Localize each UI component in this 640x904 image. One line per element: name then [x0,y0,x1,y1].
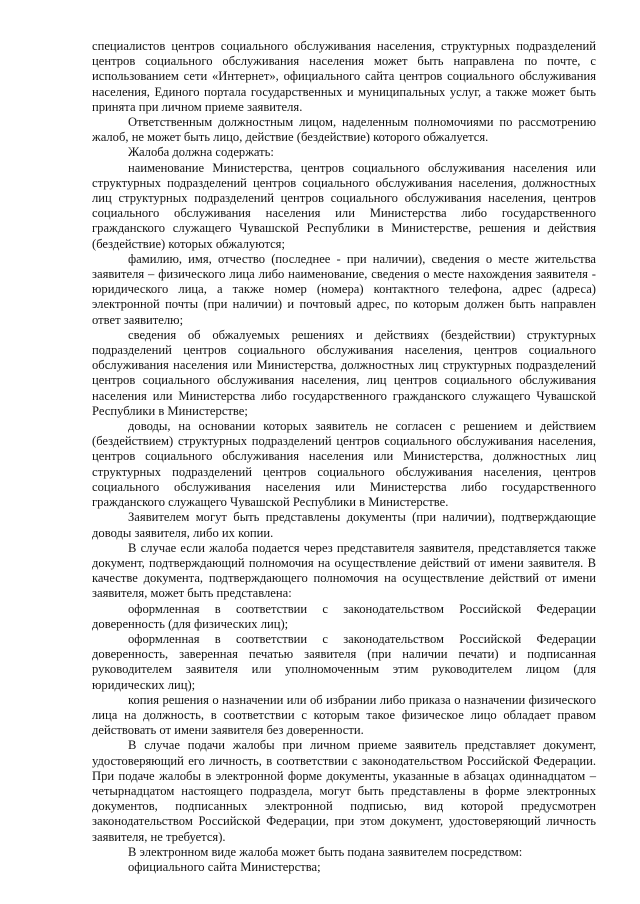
paragraph-personal-reception: В случае подачи жалобы при личном приеме заявитель представляет документ, удостоверяющий его личность, в соответствии с законодательством Российской Федерации. При подаче жалобы в электронной форме документы, указанные в абзацах одиннадцатом – четырнадцатом настоящего подраздела, могут быть представлены в форме электронных документов, подписанных электронной подписью, вид которой предусмотрен законодательством Российской Федерации, при этом документ, удостоверяющий личность заявителя, не требуется). [92,738,596,844]
paragraph-representative: В случае если жалоба подается через представителя заявителя, представляется также документ, подтверждающий полномочия на осуществление действий от имени заявителя. В качестве документа, подтверждающего полномочия на осуществление действий от имени заявителя, может быть представлена: [92,540,596,601]
paragraph-item-applicant-details: фамилию, имя, отчество (последнее - при наличии), сведения о месте жительства заявителя – физического лица либо наименование, сведения о месте нахождения заявителя - юридического лица, а также номер (номера) контактного телефона, адрес (адреса) электронной почты (при наличии) и почтовый адрес, по которым должен быть направлен ответ заявителю; [92,251,596,327]
document-page [92,39,596,875]
paragraph-item-arguments: доводы, на основании которых заявитель не согласен с решением и действием (бездействием) структурных подразделений центров социального обслуживания населения, центров социального обслуживания населения или Министерства, должностных лиц структурных подразделений центров социального обслуживания населения, центров социального обслуживания населения или Министерства либо государственного гражданского служащего Чувашской Республики в Министерстве. [92,419,596,510]
paragraph-complaint-contents-intro: Жалоба должна содержать: [128,145,274,160]
paragraph-item-name: наименование Министерства, центров социального обслуживания населения или структурных подразделений центров социального обслуживания населения, должностных лиц структурных подразделений центров социального обслуживания населения, центров социального обслуживания населения или Министерства либо государственного гражданского служащего Чувашской Республики в Министерстве, решения и действия (бездействие) которых обжалуются; [92,160,596,251]
paragraph-official-site: официального сайта Министерства; [128,859,321,874]
paragraph-responsible-official: Ответственным должностным лицом, наделенным полномочиями по рассмотрению жалоб, не может быть лицо, действие (бездействие) которого обжалуется. [92,115,596,145]
paragraph-item-decisions: сведения об обжалуемых решениях и действиях (бездействии) структурных подразделений центров социального обслуживания населения, центров социального обслуживания населения или Министерства, должностных лиц структурных подразделений центров социального обслуживания населения, лиц центров социального обслуживания населения или Министерства либо государственного гражданского служащего Чувашской Республики в Министерстве; [92,327,596,418]
paragraph-electronic-submission: В электронном виде жалоба может быть подана заявителем посредством: [128,844,523,859]
paragraph-appointment-decision: копия решения о назначении или об избрании либо приказа о назначении физического лица на должность, в соответствии с которым такое физическое лицо обладает правом действовать от имени заявителя без доверенности. [92,692,596,738]
paragraph-complaint-channels: специалистов центров социального обслуживания населения, структурных подразделений центров социального обслуживания населения может быть направлена по почте, с использованием сети «Интернет», официального сайта центров социального обслуживания населения, Единого портала государственных и муниципальных услуг, а также может быть принята при личном приеме заявителя. [92,39,596,114]
paragraph-power-of-attorney-individual: оформленная в соответствии с законодательством Российской Федерации доверенность (для физических лиц); [92,601,596,631]
paragraph-power-of-attorney-legal: оформленная в соответствии с законодательством Российской Федерации доверенность, заверенная печатью заявителя (при наличии печати) и подписанная руководителем заявителя или уполномоченным этим руководителем лицом (для юридических лиц); [92,631,596,692]
paragraph-supporting-documents: Заявителем могут быть представлены документы (при наличии), подтверждающие доводы заявителя, либо их копии. [92,510,596,540]
